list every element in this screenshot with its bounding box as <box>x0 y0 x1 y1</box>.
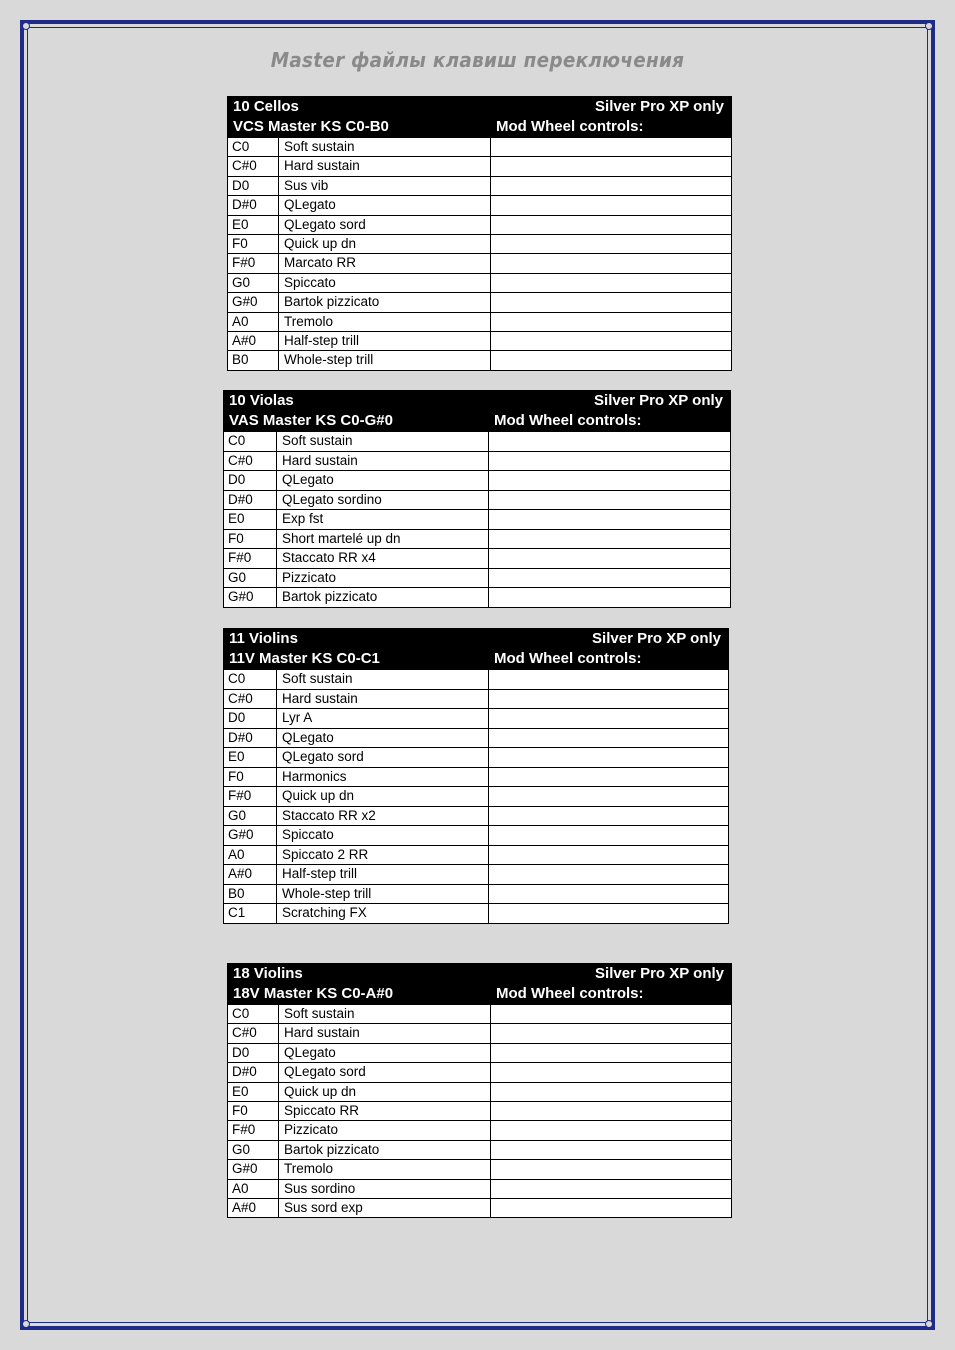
articulation-name: Whole-step trill <box>282 885 372 901</box>
articulation-name: QLegato sord <box>284 216 366 232</box>
table-body <box>227 1005 732 1218</box>
column-divider <box>276 432 277 608</box>
mod-wheel-cell <box>491 1102 732 1120</box>
frame-corner-ornament <box>925 1320 933 1328</box>
table-header <box>227 963 732 1005</box>
keyswitch-note: C0 <box>228 433 246 448</box>
ensemble-name: 18 Violins <box>233 965 303 982</box>
keyswitch-note: C0 <box>228 671 246 686</box>
keyswitch-note: E0 <box>228 511 245 526</box>
articulation-name: Hard sustain <box>284 158 360 174</box>
keyswitch-note: E0 <box>232 1083 249 1099</box>
master-patch-name: 11V Master KS C0-C1 <box>229 650 380 667</box>
table-row <box>227 274 732 293</box>
mod-wheel-label: Mod Wheel controls: <box>496 118 644 135</box>
articulation-name: Sus sord exp <box>284 1199 363 1215</box>
edition-label: Silver Pro XP only <box>595 965 724 982</box>
table-row <box>227 254 732 273</box>
articulation-name: Quick up dn <box>284 1083 357 1099</box>
articulation-name: Staccato RR x2 <box>282 807 376 823</box>
column-divider <box>488 432 489 608</box>
column-divider <box>278 138 279 371</box>
articulation-name: Bartok pizzicato <box>284 1141 380 1157</box>
keyswitch-note: C#0 <box>232 1025 257 1041</box>
articulation-name: Hard sustain <box>282 690 358 706</box>
keyswitch-table <box>227 96 732 371</box>
mod-wheel-cell <box>491 196 732 214</box>
table-row <box>223 491 731 511</box>
keyswitch-note: G0 <box>228 569 247 585</box>
table-header <box>223 390 731 432</box>
keyswitch-note: C0 <box>232 139 250 154</box>
keyswitch-note: C#0 <box>228 452 253 468</box>
articulation-name: QLegato sord <box>284 1064 366 1080</box>
articulation-name: Quick up dn <box>282 788 355 803</box>
keyswitch-note: F0 <box>232 235 248 251</box>
mod-wheel-label: Mod Wheel controls: <box>494 412 642 429</box>
keyswitch-note: F0 <box>228 768 244 784</box>
table-row <box>223 768 729 788</box>
table-row <box>227 1180 732 1199</box>
keyswitch-table <box>227 963 732 1218</box>
articulation-name: Lyr A <box>282 710 313 725</box>
articulation-name: QLegato <box>282 472 334 487</box>
articulation-name: Spiccato <box>284 274 336 290</box>
keyswitch-note: G#0 <box>232 1161 258 1177</box>
mod-wheel-cell <box>491 138 732 156</box>
keyswitch-note: F#0 <box>232 1122 256 1138</box>
mod-wheel-cell <box>489 510 731 529</box>
mod-wheel-cell <box>489 729 729 748</box>
table-row <box>223 569 731 589</box>
mod-wheel-label: Mod Wheel controls: <box>496 985 644 1002</box>
column-divider <box>490 1005 491 1218</box>
articulation-name: Tremolo <box>284 1161 334 1177</box>
articulation-name: Short martelé up dn <box>282 530 401 546</box>
mod-wheel-cell <box>489 846 729 865</box>
edition-label: Silver Pro XP only <box>592 630 721 647</box>
articulation-name: QLegato <box>284 197 336 213</box>
keyswitch-note: F0 <box>228 530 244 546</box>
articulation-name: Hard sustain <box>284 1025 360 1041</box>
table-row <box>227 293 732 312</box>
table-row <box>223 709 729 729</box>
mod-wheel-label: Mod Wheel controls: <box>494 650 642 667</box>
keyswitch-note: D#0 <box>232 197 257 213</box>
keyswitch-note: F#0 <box>228 550 252 565</box>
keyswitch-note: F#0 <box>232 255 256 271</box>
ensemble-name: 10 Violas <box>229 392 294 409</box>
mod-wheel-cell <box>489 826 729 845</box>
articulation-name: Sus vib <box>284 177 329 193</box>
keyswitch-note: D0 <box>228 710 246 725</box>
edition-label: Silver Pro XP only <box>594 392 723 409</box>
table-row <box>223 670 729 690</box>
table-row <box>223 452 731 472</box>
keyswitch-note: D#0 <box>228 491 253 507</box>
keyswitch-note: B0 <box>228 885 245 901</box>
keyswitch-note: A0 <box>232 1180 249 1196</box>
articulation-name: Soft sustain <box>284 1006 355 1021</box>
table-row <box>223 471 731 491</box>
keyswitch-table <box>223 628 729 924</box>
keyswitch-note: D0 <box>232 177 250 193</box>
mod-wheel-cell <box>491 254 732 272</box>
table-row <box>223 588 731 608</box>
keyswitch-note: D#0 <box>228 729 253 745</box>
table-row <box>227 1160 732 1179</box>
articulation-name: Tremolo <box>284 313 334 329</box>
mod-wheel-cell <box>489 865 729 884</box>
table-row <box>223 904 729 924</box>
table-row <box>223 807 729 827</box>
keyswitch-note: B0 <box>232 352 249 368</box>
articulation-name: Pizzicato <box>282 569 337 585</box>
table-row <box>227 196 732 215</box>
articulation-name: QLegato <box>282 729 334 745</box>
mod-wheel-cell <box>489 690 729 709</box>
keyswitch-note: F0 <box>232 1102 248 1118</box>
column-divider <box>488 670 489 924</box>
mod-wheel-cell <box>491 177 732 195</box>
keyswitch-table <box>223 390 731 608</box>
keyswitch-note: C#0 <box>232 158 257 174</box>
articulation-name: Marcato RR <box>284 255 357 271</box>
mod-wheel-cell <box>491 351 732 369</box>
table-row <box>223 510 731 530</box>
mod-wheel-cell <box>489 549 731 568</box>
mod-wheel-cell <box>491 1063 732 1081</box>
articulation-name: Hard sustain <box>282 452 358 468</box>
table-row <box>227 138 732 157</box>
articulation-name: Half-step trill <box>284 332 360 348</box>
frame-corner-ornament <box>925 22 933 30</box>
mod-wheel-cell <box>491 293 732 311</box>
table-row <box>227 1141 732 1160</box>
keyswitch-note: D#0 <box>232 1064 257 1080</box>
articulation-name: Sus sordino <box>284 1180 356 1196</box>
articulation-name: Spiccato RR <box>284 1102 360 1118</box>
mod-wheel-cell <box>491 1083 732 1101</box>
mod-wheel-cell <box>489 748 729 767</box>
table-row <box>227 216 732 235</box>
table-body <box>223 432 731 608</box>
keyswitch-note: G0 <box>228 807 247 823</box>
mod-wheel-cell <box>489 471 731 490</box>
table-header <box>223 628 729 670</box>
articulation-name: Exp fst <box>282 511 324 526</box>
column-divider <box>278 1005 279 1218</box>
keyswitch-note: D0 <box>232 1044 250 1060</box>
articulation-name: QLegato sordino <box>282 491 382 507</box>
keyswitch-note: G0 <box>232 1141 251 1157</box>
table-row <box>223 748 729 768</box>
keyswitch-note: E0 <box>228 749 245 764</box>
table-row <box>223 729 729 749</box>
master-patch-name: VAS Master KS C0-G#0 <box>229 412 393 429</box>
mod-wheel-cell <box>491 332 732 350</box>
articulation-name: Soft sustain <box>284 139 355 154</box>
mod-wheel-cell <box>489 588 731 607</box>
table-body <box>227 138 732 371</box>
keyswitch-note: G0 <box>232 274 251 290</box>
table-row <box>227 1121 732 1140</box>
mod-wheel-cell <box>489 530 731 549</box>
mod-wheel-cell <box>489 452 731 471</box>
mod-wheel-cell <box>489 807 729 826</box>
mod-wheel-cell <box>489 569 731 588</box>
keyswitch-note: C#0 <box>228 690 253 706</box>
keyswitch-note: G#0 <box>228 827 254 842</box>
articulation-name: Scratching FX <box>282 905 367 920</box>
table-row <box>227 1044 732 1063</box>
keyswitch-note: F#0 <box>228 788 252 803</box>
articulation-name: Bartok pizzicato <box>282 589 378 604</box>
mod-wheel-cell <box>491 1160 732 1178</box>
mod-wheel-cell <box>491 1199 732 1217</box>
frame-corner-ornament <box>22 22 30 30</box>
articulation-name: Bartok pizzicato <box>284 294 380 310</box>
master-patch-name: 18V Master KS C0-A#0 <box>233 985 394 1002</box>
mod-wheel-cell <box>489 491 731 510</box>
keyswitch-note: A#0 <box>228 866 253 881</box>
keyswitch-note: G#0 <box>232 294 258 310</box>
column-divider <box>490 138 491 371</box>
table-row <box>223 846 729 866</box>
keyswitch-note: C0 <box>232 1006 250 1021</box>
keyswitch-note: D0 <box>228 472 246 487</box>
ensemble-name: 10 Cellos <box>233 98 299 115</box>
table-row <box>223 432 731 452</box>
articulation-name: QLegato sord <box>282 749 364 764</box>
table-row <box>227 1102 732 1121</box>
edition-label: Silver Pro XP only <box>595 98 724 115</box>
keyswitch-note: A0 <box>232 313 249 329</box>
mod-wheel-cell <box>491 274 732 292</box>
articulation-name: Harmonics <box>282 768 347 784</box>
articulation-name: QLegato <box>284 1044 336 1060</box>
keyswitch-note: G#0 <box>228 589 254 604</box>
mod-wheel-cell <box>491 313 732 331</box>
table-row <box>227 157 732 176</box>
articulation-name: Whole-step trill <box>284 352 374 368</box>
mod-wheel-cell <box>491 1121 732 1139</box>
frame-corner-ornament <box>22 1320 30 1328</box>
table-row <box>223 690 729 710</box>
table-row <box>223 885 729 905</box>
articulation-name: Pizzicato <box>284 1122 339 1138</box>
table-row <box>227 1199 732 1218</box>
table-row <box>227 1063 732 1082</box>
mod-wheel-cell <box>489 670 729 689</box>
mod-wheel-cell <box>489 709 729 728</box>
table-row <box>227 1005 732 1024</box>
keyswitch-note: A0 <box>228 846 245 862</box>
mod-wheel-cell <box>489 432 731 451</box>
table-row <box>227 235 732 254</box>
keyswitch-note: C1 <box>228 905 246 920</box>
table-row <box>223 530 731 550</box>
master-patch-name: VCS Master KS C0-B0 <box>233 118 389 135</box>
table-row <box>223 826 729 846</box>
mod-wheel-cell <box>491 1180 732 1198</box>
keyswitch-note: A#0 <box>232 332 257 348</box>
table-header <box>227 96 732 138</box>
table-row <box>227 332 732 351</box>
table-row <box>227 1024 732 1043</box>
mod-wheel-cell <box>491 1044 732 1062</box>
articulation-name: Staccato RR x4 <box>282 550 376 565</box>
mod-wheel-cell <box>491 1005 732 1023</box>
mod-wheel-cell <box>491 157 732 175</box>
articulation-name: Quick up dn <box>284 235 357 251</box>
articulation-name: Soft sustain <box>282 671 353 686</box>
mod-wheel-cell <box>489 904 729 923</box>
table-row <box>227 177 732 196</box>
table-row <box>227 1083 732 1102</box>
articulation-name: Spiccato <box>282 827 334 842</box>
keyswitch-note: E0 <box>232 216 249 232</box>
mod-wheel-cell <box>489 885 729 904</box>
keyswitch-note: A#0 <box>232 1199 257 1215</box>
table-row <box>223 549 731 569</box>
column-divider <box>276 670 277 924</box>
articulation-name: Spiccato 2 RR <box>282 846 369 862</box>
mod-wheel-cell <box>491 1141 732 1159</box>
mod-wheel-cell <box>491 1024 732 1042</box>
table-row <box>223 865 729 885</box>
table-body <box>223 670 729 924</box>
mod-wheel-cell <box>491 216 732 234</box>
mod-wheel-cell <box>489 787 729 806</box>
table-row <box>223 787 729 807</box>
mod-wheel-cell <box>491 235 732 253</box>
ensemble-name: 11 Violins <box>229 630 298 647</box>
mod-wheel-cell <box>489 768 729 787</box>
articulation-name: Half-step trill <box>282 866 358 881</box>
table-row <box>227 313 732 332</box>
articulation-name: Soft sustain <box>282 433 353 448</box>
page-title: Master файлы клавиш переключения <box>270 48 685 72</box>
table-row <box>227 351 732 370</box>
